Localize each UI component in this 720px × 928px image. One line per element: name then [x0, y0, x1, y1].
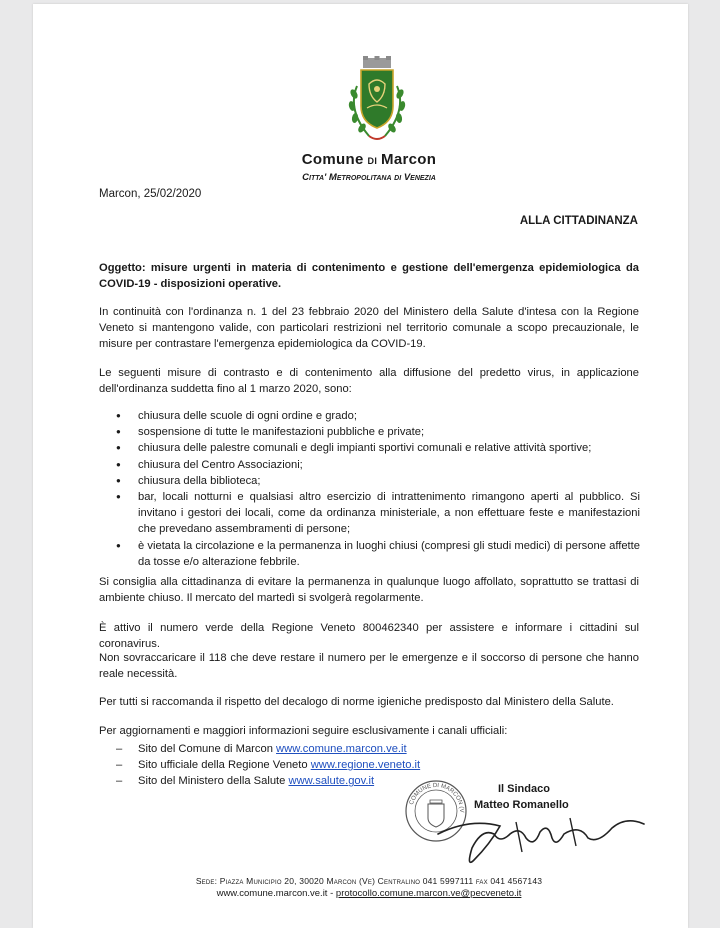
link-comune[interactable]: www.comune.marcon.ve.it	[276, 743, 407, 755]
footer-pec-email[interactable]: protocollo.comune.marcon.ve@pecveneto.it	[335, 888, 522, 899]
signatory-name: Matteo Romanello	[474, 799, 569, 811]
footer-contacts: www.comune.marcon.ve.it - protocollo.comune.marcon.ve@pecveneto.it	[216, 888, 522, 899]
list-item: ● è vietata la circolazione e la permanenza in luoghi chiusi (compresi gli studi medici) di persone affette da tosse e/o alterazione febbrile.	[116, 538, 640, 570]
list-item: – Sito del Ministero della Salute www.salute.gov.it	[116, 773, 420, 789]
paragraph-measures-intro: Le seguenti misure di contrasto e di contenimento alla diffusione del predetto virus, in applicazione dell'ordinanza suddetta fino al 1 marzo 2020, sono:	[99, 367, 639, 396]
footer-address: Sede: Piazza Municipio 20, 30020 Marcon (Ve) Centralino 041 5997111 fax 041 4567143	[195, 876, 543, 886]
list-item: ● sospensione di tutte le manifestazioni pubbliche e private;	[116, 424, 640, 440]
paragraph-intro: In continuità con l'ordinanza n. 1 del 23 febbraio 2020 del Ministero della Salute d'intesa con la Regione Veneto si mantengono valide, con particolari restrizioni nel territorio comunale a scopo precauzionale, le misure per contrastare l'emergenza epidemiologica da COVID-19.	[99, 306, 639, 351]
paragraph-hotline: È attivo il numero verde della Regione Veneto 800462340 per assistere e informare i cittadini sul coronavirus.	[99, 622, 639, 651]
coat-of-arms-icon	[339, 56, 415, 146]
paragraph-channels: Per aggiornamenti e maggiori informazioni seguire esclusivamente i canali ufficiali:	[99, 725, 508, 737]
document-date: Marcon, 25/02/2020	[99, 188, 202, 200]
recipient: ALLA CITTADINANZA	[519, 215, 638, 227]
subject: Oggetto: misure urgenti in materia di contenimento e gestione dell'emergenza epidemiologica da COVID-19 - disposizioni operative.	[99, 262, 639, 291]
list-item: ● chiusura delle palestre comunali e degli impianti sportivi comunali e relative attività sportive;	[116, 440, 640, 456]
link-regione[interactable]: www.regione.veneto.it	[310, 759, 421, 772]
list-item: – Sito del Comune di Marcon www.comune.marcon.ve.it	[116, 741, 420, 757]
handwritten-signature-icon	[430, 804, 650, 868]
list-item: ● chiusura del Centro Associazioni;	[116, 457, 640, 473]
paragraph-advice: Si consiglia alla cittadinanza di evitare la permanenza in qualunque luogo affollato, soprattutto se trattasi di ambiente chiuso. Il mercato del martedì si svolgerà regolarmente.	[99, 576, 639, 605]
list-item: ● chiusura della biblioteca;	[116, 473, 640, 489]
list-item: ● chiusura delle scuole di ogni ordine e grado;	[116, 408, 640, 424]
signatory-title: Il Sindaco	[498, 783, 550, 795]
svg-text:COMUNE DI MARCON (Venezia): COMUNE DI MARCON (V	[408, 782, 465, 813]
organization-name: Comune di Marcon	[301, 151, 437, 168]
organization-subtitle: Citta' Metropolitana di Venezia	[302, 172, 436, 183]
list-item: ● bar, locali notturni e qualsiasi altro esercizio di intrattenimento rimangono aperti al pubblico. Si invitano i gestori dei locali, come da ordinanza ministeriale, a non effettuare feste e manifestazioni che prevedano assembramenti di persone;	[116, 489, 640, 538]
footer-website[interactable]: www.comune.marcon.ve.it	[216, 888, 328, 899]
document-page	[33, 4, 688, 928]
channels-list	[116, 741, 420, 790]
paragraph-emergency: Non sovraccaricare il 118 che deve restare il numero per le emergenze e il soccorso di persone che hanno reale necessità.	[99, 652, 639, 681]
list-item: – Sito ufficiale della Regione Veneto www.regione.veneto.it	[116, 757, 420, 773]
link-ministero[interactable]: www.salute.gov.it	[288, 775, 375, 788]
paragraph-hygiene: Per tutti si raccomanda il rispetto del decalogo di norme igieniche predisposto dal Ministero della Salute.	[99, 696, 614, 708]
measures-list	[116, 408, 640, 570]
